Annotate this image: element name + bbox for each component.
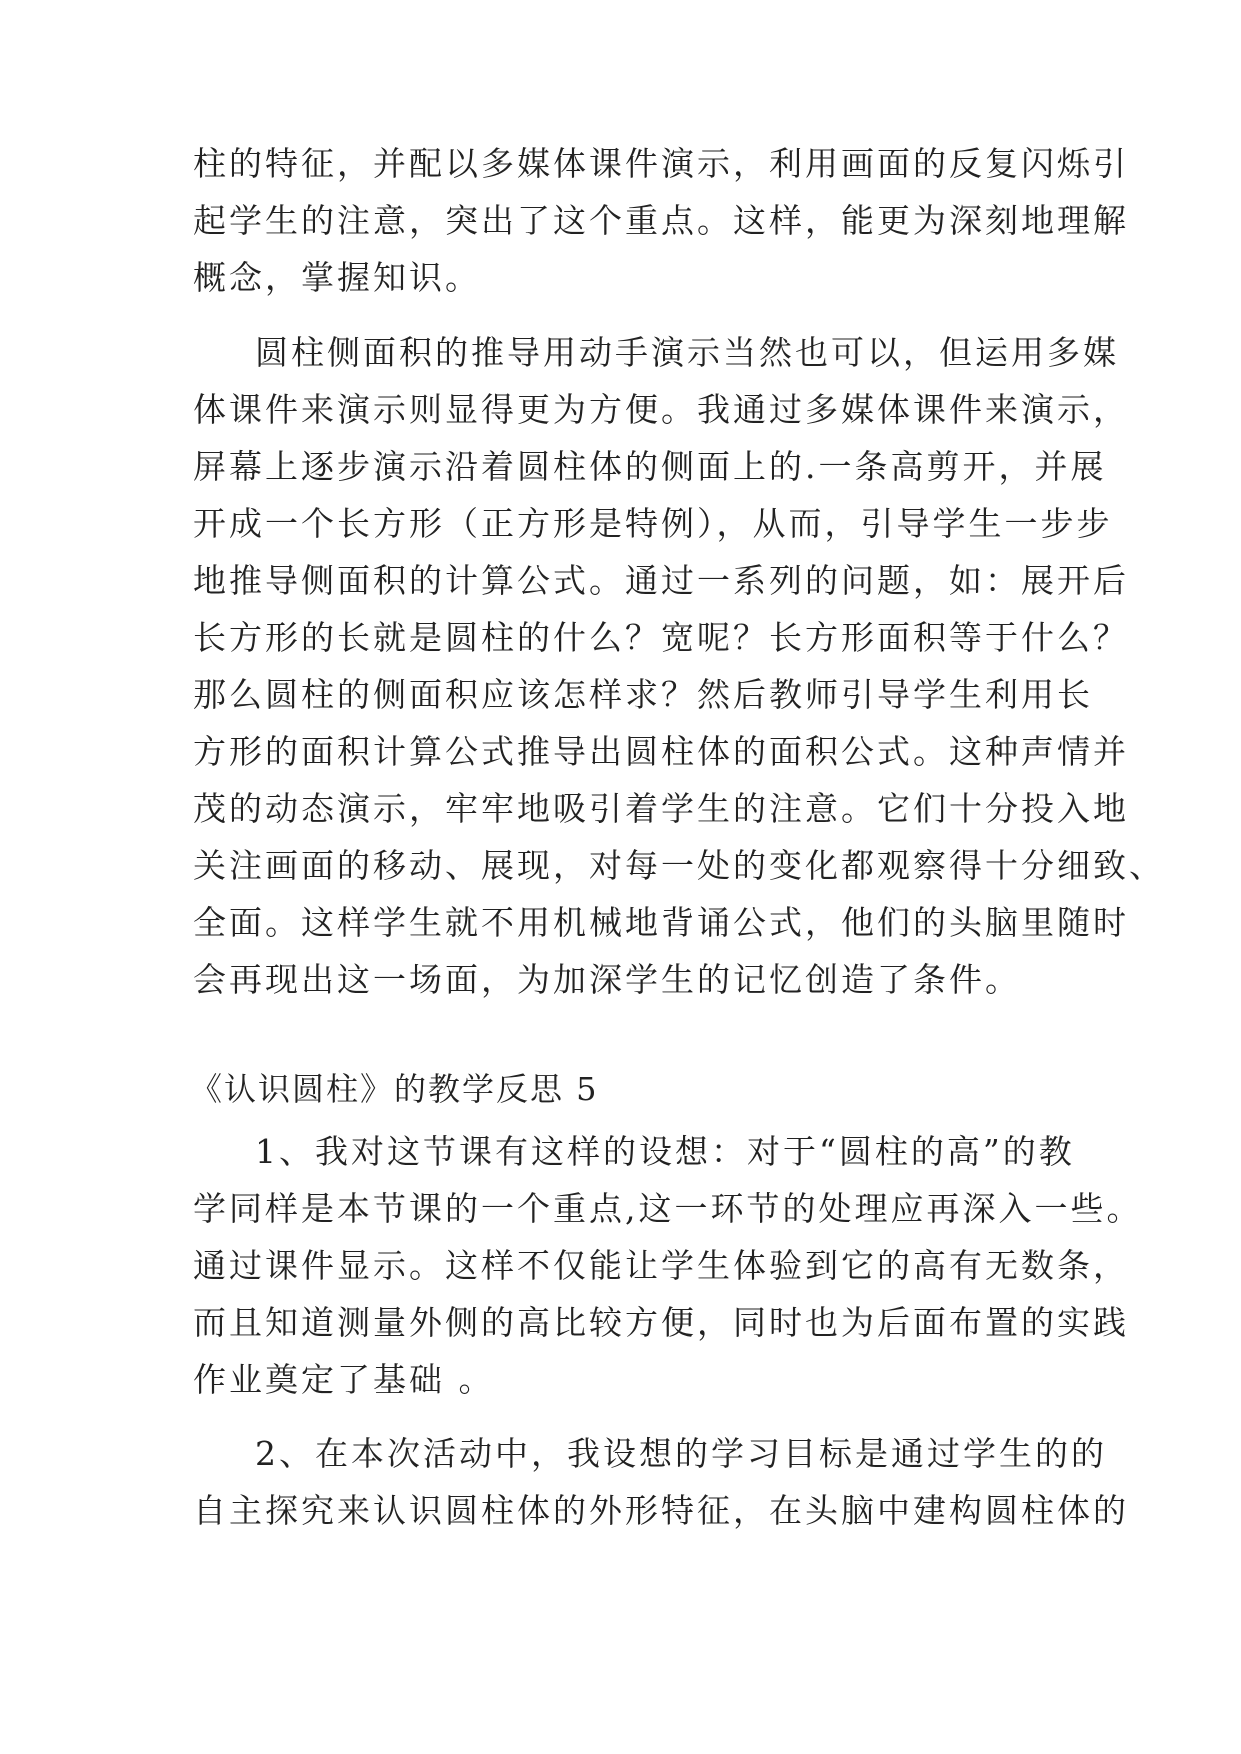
paragraph-line: 全面。这样学生就不用机械地背诵公式，他们的头脑里随时	[193, 903, 1129, 942]
paragraph-line: 那么圆柱的侧面积应该怎样求？然后教师引导学生利用长	[193, 675, 1093, 714]
paragraph-line: 圆柱侧面积的推导用动手演示当然也可以，但运用多媒	[255, 333, 1119, 372]
paragraph-line: 地推导侧面积的计算公式。通过一系列的问题，如：展开后	[193, 561, 1129, 600]
paragraph-line: 关注画面的移动、展现，对每一处的变化都观察得十分细致、	[193, 846, 1165, 885]
paragraph-line: 而且知道测量外侧的高比较方便，同时也为后面布置的实践	[193, 1303, 1129, 1342]
paragraph-line: 自主探究来认识圆柱体的外形特征，在头脑中建构圆柱体的	[193, 1491, 1129, 1530]
paragraph-line: 方形的面积计算公式推导出圆柱体的面积公式。这种声情并	[193, 732, 1129, 771]
paragraph-line: 长方形的长就是圆柱的什么？宽呢？长方形面积等于什么？	[193, 618, 1129, 657]
paragraph-line: 学同样是本节课的一个重点,这一环节的处理应再深入一些。	[193, 1189, 1143, 1228]
paragraph-line: 屏幕上逐步演示沿着圆柱体的侧面上的.一条高剪开，并展	[193, 447, 1107, 486]
paragraph-line: 通过课件显示。这样不仅能让学生体验到它的高有无数条，	[193, 1246, 1129, 1285]
paragraph-line: 概念，掌握知识。	[193, 258, 481, 297]
section-heading: 《认识圆柱》的教学反思 5	[190, 1070, 599, 1108]
paragraph-line: 开成一个长方形（正方形是特例），从而，引导学生一步步	[193, 504, 1113, 543]
paragraph-line: 作业奠定了基础 。	[193, 1360, 495, 1399]
paragraph-line: 柱的特征，并配以多媒体课件演示，利用画面的反复闪烁引	[193, 144, 1129, 183]
paragraph-line: 会再现出这一场面，为加深学生的记忆创造了条件。	[193, 960, 1021, 999]
paragraph-line: 体课件来演示则显得更为方便。我通过多媒体课件来演示，	[193, 390, 1129, 429]
paragraph-line: 2、在本次活动中，我设想的学习目标是通过学生的的	[255, 1434, 1107, 1473]
paragraph-line: 1、我对这节课有这样的设想：对于“圆柱的高”的教	[255, 1132, 1075, 1171]
paragraph-line: 茂的动态演示，牢牢地吸引着学生的注意。它们十分投入地	[193, 789, 1129, 828]
paragraph-line: 起学生的注意，突出了这个重点。这样，能更为深刻地理解	[193, 201, 1129, 240]
